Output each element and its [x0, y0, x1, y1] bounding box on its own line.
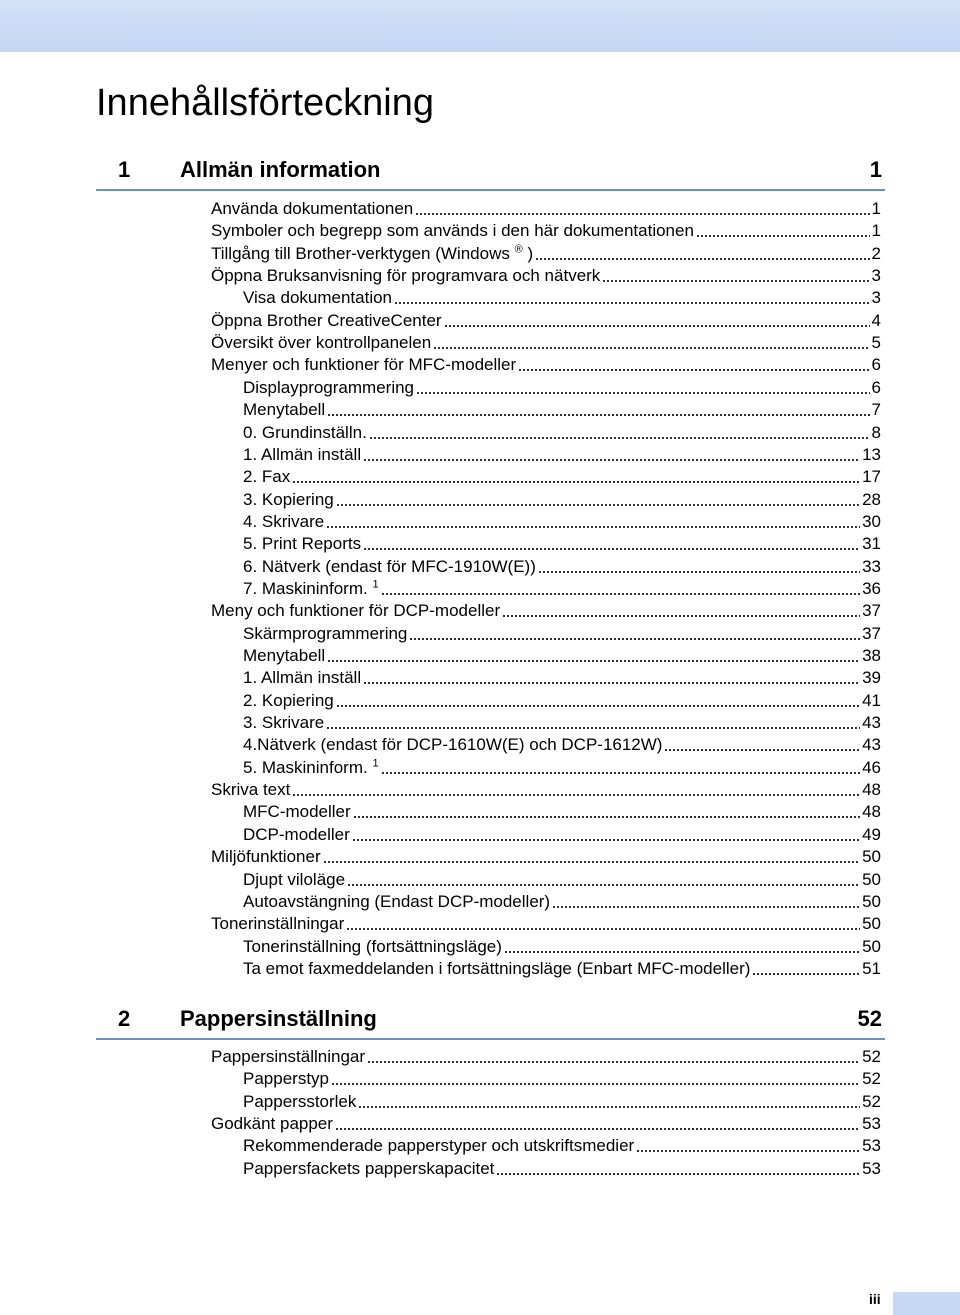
toc-entry[interactable] — [211, 779, 881, 801]
toc-entry[interactable] — [243, 936, 881, 958]
dot-leader — [346, 928, 860, 930]
toc-entry[interactable] — [243, 1135, 881, 1157]
dot-leader — [292, 794, 860, 796]
dot-leader — [381, 772, 861, 774]
toc-entry-label — [243, 466, 290, 488]
toc-entry-text: Pappersfackets papperskapacitet — [243, 1158, 495, 1178]
toc-entry-page: 53 — [862, 1136, 881, 1156]
toc-entry[interactable] — [243, 891, 881, 913]
toc-entry-text: Använda dokumentationen — [211, 199, 414, 218]
dot-leader — [381, 593, 861, 595]
toc-entry-page: 49 — [862, 824, 881, 844]
dot-leader — [358, 1106, 860, 1108]
toc-entry-page: 52 — [862, 1069, 881, 1089]
toc-entry[interactable] — [243, 869, 881, 891]
toc-entry[interactable] — [243, 399, 881, 421]
dot-leader — [352, 839, 860, 841]
toc-entry-label — [243, 869, 345, 891]
toc-entry-text: MFC-modeller — [243, 802, 351, 822]
toc-entry-text: Tillgång till Brother-verktygen (Windows — [211, 243, 510, 263]
toc-entry-page: 41 — [862, 690, 881, 710]
toc-entry-text: Pappersstorlek — [243, 1091, 357, 1111]
toc-entry[interactable] — [211, 846, 881, 868]
toc-entry-label — [211, 354, 516, 376]
dot-leader — [552, 906, 860, 908]
toc-entry-text: Pappersinställningar — [211, 1047, 366, 1066]
toc-entry[interactable] — [211, 265, 881, 287]
toc-entry-text-suffix: ) — [522, 243, 534, 263]
toc-entry[interactable] — [211, 220, 881, 242]
dot-leader — [433, 347, 869, 349]
dot-leader — [444, 325, 870, 327]
toc-entry-label — [243, 533, 361, 555]
toc-entry-text: Menytabell — [243, 646, 326, 665]
toc-entry-page: 3 — [871, 288, 881, 308]
toc-entry-text: DCP-modeller — [243, 824, 350, 844]
dot-leader — [696, 235, 870, 237]
toc-entry-label — [211, 198, 413, 220]
toc-entry-page: 5 — [871, 333, 881, 353]
toc-entry-text: 4.Nätverk (endast för DCP-1610W(E) och DCP-1612W) — [243, 735, 663, 755]
dot-leader — [331, 1083, 860, 1085]
toc-entry[interactable] — [243, 958, 881, 980]
toc-entry-label — [243, 690, 334, 712]
superscript-mark: ® — [514, 243, 523, 256]
toc-entry-page: 52 — [862, 1047, 881, 1066]
toc-entry-page: 38 — [862, 646, 881, 665]
toc-entry-label — [211, 600, 500, 622]
toc-entry-text: Miljöfunktioner — [211, 847, 321, 867]
toc-entry-label — [243, 936, 502, 958]
dot-leader — [416, 392, 870, 394]
toc-entry-page: 33 — [862, 556, 881, 576]
toc-entry[interactable] — [243, 824, 881, 846]
toc-entry-label — [243, 511, 324, 533]
toc-entry-text: Tonerinställning (fortsättningsläge) — [243, 936, 502, 956]
toc-entry-text: 0. Grundinställn. — [243, 422, 367, 442]
toc-entry-page: 28 — [862, 489, 881, 509]
toc-entry[interactable] — [243, 690, 881, 712]
toc-entry-page: 3 — [871, 266, 881, 286]
dot-leader — [326, 526, 860, 528]
toc-entry-page: 8 — [871, 422, 881, 442]
toc-entry-text: Öppna Bruksanvisning för programvara och nätverk — [211, 266, 601, 286]
toc-entry[interactable] — [243, 1158, 881, 1180]
toc-entry-text: Meny och funktioner för DCP-modeller — [211, 601, 501, 621]
toc-entry-label — [243, 1068, 329, 1090]
toc-entry-text: 6. Nätverk (endast för MFC-1910W(E)) — [243, 556, 536, 576]
toc-entry-label — [243, 377, 414, 399]
toc-entry-label — [243, 801, 351, 823]
toc-entry[interactable] — [243, 1068, 881, 1090]
toc-entry-text: Displayprogrammering — [243, 377, 415, 397]
toc-entry[interactable] — [243, 556, 881, 578]
chapter-1-heading[interactable] — [96, 155, 885, 191]
toc-entry-label — [243, 958, 750, 980]
toc-entry-text: Symboler och begrepp som används i den här dokumentationen — [211, 221, 694, 241]
toc-entry-label — [243, 667, 361, 689]
toc-entry[interactable] — [243, 466, 881, 488]
toc-entry-text: 3. Kopiering — [243, 489, 334, 509]
toc-entry-text: 5. Maskininform. — [243, 757, 368, 777]
toc-entry-text: Visa dokumentation — [243, 288, 393, 308]
toc-entry[interactable] — [211, 198, 881, 220]
toc-entry-text: Rekommenderade papperstyper och utskriftsmedier — [243, 1136, 635, 1156]
toc-entry-page: 53 — [862, 1114, 881, 1134]
toc-entry-text: 7. Maskininform. — [243, 578, 368, 598]
toc-entry-page: 7 — [871, 400, 881, 420]
toc-entry-label — [243, 287, 392, 309]
toc-entry-label — [243, 422, 367, 444]
chapter-2-heading[interactable] — [96, 1004, 885, 1040]
toc-entry[interactable] — [211, 1046, 881, 1068]
toc-entry[interactable] — [243, 623, 881, 645]
toc-entry[interactable] — [243, 645, 881, 667]
page-title: Innehållsförteckning — [96, 82, 434, 124]
dot-leader — [502, 615, 860, 617]
toc-entry-label — [243, 1091, 356, 1113]
toc-entry-text: 1. Allmän inställ — [243, 668, 362, 688]
toc-entry-text: Menyer och funktioner för MFC-modeller — [211, 355, 517, 375]
toc-entry-page: 17 — [862, 467, 881, 487]
dot-leader — [363, 459, 860, 461]
toc-entry-text: Översikt över kontrollpanelen — [211, 333, 432, 353]
toc-entry[interactable] — [243, 578, 881, 600]
toc-entry-page: 4 — [871, 310, 881, 330]
toc-entry[interactable] — [243, 444, 881, 466]
toc-entry-page: 31 — [862, 534, 881, 554]
dot-leader — [363, 682, 860, 684]
toc-entry[interactable] — [211, 332, 881, 354]
dot-leader — [335, 1128, 860, 1130]
toc-entry-page: 39 — [862, 668, 881, 688]
toc-entry-text: Tonerinställningar — [211, 914, 345, 934]
toc-entry-page: 48 — [862, 802, 881, 822]
toc-entry-text: 2. Kopiering — [243, 690, 334, 710]
chapter-page: 52 — [857, 1006, 882, 1031]
toc-entry-text: 1. Allmän inställ — [243, 444, 362, 464]
toc-entry[interactable] — [211, 1113, 881, 1135]
chapter-page: 1 — [869, 157, 882, 182]
toc-entry-label — [211, 243, 533, 265]
toc-entry-label — [243, 734, 662, 756]
toc-entry-text: Papperstyp — [243, 1069, 329, 1089]
toc-entry[interactable] — [243, 734, 881, 756]
toc-entry-page: 50 — [862, 891, 881, 911]
dot-leader — [292, 481, 860, 483]
toc-entry-page: 30 — [862, 511, 881, 531]
toc-entry[interactable] — [243, 377, 881, 399]
toc-entry-label — [243, 891, 550, 913]
toc-entry-label — [211, 332, 431, 354]
dot-leader — [353, 816, 860, 818]
toc-entry-page: 37 — [862, 623, 881, 643]
toc-entry[interactable] — [211, 600, 881, 622]
dot-leader — [415, 213, 869, 215]
toc-entry-label — [243, 556, 536, 578]
toc-entry-label — [243, 757, 379, 779]
toc-entry-text: 3. Skrivare — [243, 713, 325, 733]
dot-leader — [336, 504, 860, 506]
toc-entry-page: 13 — [862, 444, 881, 464]
toc-entry-label — [211, 913, 344, 935]
toc-entry-text: Autoavstängning (Endast DCP-modeller) — [243, 891, 551, 911]
toc-entry[interactable] — [243, 801, 881, 823]
dot-leader — [496, 1173, 860, 1175]
dot-leader — [602, 280, 869, 282]
toc-entry-page: 1 — [871, 221, 881, 241]
toc-entry-label — [243, 489, 334, 511]
toc-entry-label — [211, 1113, 333, 1135]
toc-entry-text: Godkänt papper — [211, 1114, 333, 1134]
toc-entry-text: Ta emot faxmeddelanden i fortsättningsläge (Enbart MFC-modeller) — [243, 958, 751, 978]
toc-entry-page: 50 — [862, 869, 881, 889]
dot-leader — [369, 437, 870, 439]
toc-entry-page: 2 — [871, 243, 881, 263]
chapter-title: Allmän information — [180, 157, 381, 182]
dot-leader — [394, 302, 870, 304]
toc-entry-page: 1 — [871, 199, 881, 218]
toc-entry-text: Djupt viloläge — [243, 869, 346, 889]
toc-entry-text: Skriva text — [211, 780, 291, 800]
toc-entry-label — [243, 824, 350, 846]
toc-entry-label — [211, 779, 290, 801]
toc-entry-label — [243, 623, 407, 645]
toc-entry-label — [211, 310, 442, 332]
toc-entry-page: 53 — [862, 1158, 881, 1178]
dot-leader — [535, 258, 869, 260]
dot-leader — [504, 951, 860, 953]
dot-leader — [636, 1150, 860, 1152]
toc-entry-page: 50 — [862, 914, 881, 934]
superscript-mark: 1 — [372, 578, 379, 591]
toc-entry[interactable] — [243, 533, 881, 555]
dot-leader — [664, 749, 860, 751]
toc-entry-page: 37 — [862, 601, 881, 621]
toc-entry-label — [211, 1046, 365, 1068]
toc-entry[interactable] — [211, 913, 881, 935]
toc-entry-label — [243, 645, 325, 667]
toc-entry-label — [243, 712, 324, 734]
toc-entry-page: 43 — [862, 735, 881, 755]
toc-entry-page: 6 — [871, 377, 881, 397]
toc-entry-label — [243, 399, 325, 421]
dot-leader — [327, 414, 869, 416]
dot-leader — [347, 884, 860, 886]
toc-entry-page: 46 — [862, 757, 881, 777]
toc-entry[interactable] — [243, 489, 881, 511]
chapter-number: 1 — [118, 157, 131, 182]
chapter-number: 2 — [118, 1006, 131, 1031]
toc-entry[interactable] — [243, 712, 881, 734]
toc-entry-text: Menytabell — [243, 400, 326, 420]
dot-leader — [363, 548, 860, 550]
toc-entry[interactable] — [211, 310, 881, 332]
toc-entry-label — [211, 220, 694, 242]
header-band — [0, 0, 960, 52]
dot-leader — [336, 705, 860, 707]
toc-entry-label — [211, 846, 321, 868]
toc-entry[interactable] — [243, 667, 881, 689]
dot-leader — [752, 973, 860, 975]
toc-entry-label — [243, 1158, 494, 1180]
toc-entry[interactable] — [243, 1091, 881, 1113]
dot-leader — [409, 638, 860, 640]
toc-entry-label — [243, 578, 379, 600]
toc-entry[interactable] — [243, 422, 881, 444]
toc-entry-label — [243, 1135, 634, 1157]
footer-page-number: iii — [869, 1291, 881, 1307]
toc-entry[interactable] — [211, 354, 881, 376]
toc-entry[interactable] — [211, 243, 881, 265]
toc-entry-text: Skärmprogrammering — [243, 623, 408, 643]
toc-entry-page: 36 — [862, 578, 881, 598]
chapter-title: Pappersinställning — [180, 1006, 377, 1031]
toc-entry-page: 51 — [862, 958, 881, 978]
toc-entry-page: 52 — [862, 1091, 881, 1111]
toc-entry-text: 5. Print Reports — [243, 534, 362, 554]
dot-leader — [327, 660, 860, 662]
toc-entry-text: 2. Fax — [243, 467, 291, 487]
dot-leader — [518, 369, 869, 371]
toc-entry-page: 50 — [862, 847, 881, 867]
toc-entry-label — [211, 265, 600, 287]
toc-entry-page: 6 — [871, 355, 881, 375]
superscript-mark: 1 — [372, 757, 379, 770]
toc-entry-page: 43 — [862, 713, 881, 733]
dot-leader — [323, 861, 860, 863]
footer-band — [893, 1292, 960, 1315]
dot-leader — [367, 1061, 860, 1063]
dot-leader — [326, 727, 860, 729]
toc-entry[interactable] — [243, 757, 881, 779]
toc-entry-text: Öppna Brother CreativeCenter — [211, 310, 442, 330]
toc-entry-label — [243, 444, 361, 466]
toc-entry[interactable] — [243, 511, 881, 533]
dot-leader — [538, 571, 860, 573]
toc-entry-page: 50 — [862, 936, 881, 956]
toc-entry[interactable] — [243, 287, 881, 309]
toc-entry-page: 48 — [862, 780, 881, 800]
toc-entry-text: 4. Skrivare — [243, 511, 325, 531]
